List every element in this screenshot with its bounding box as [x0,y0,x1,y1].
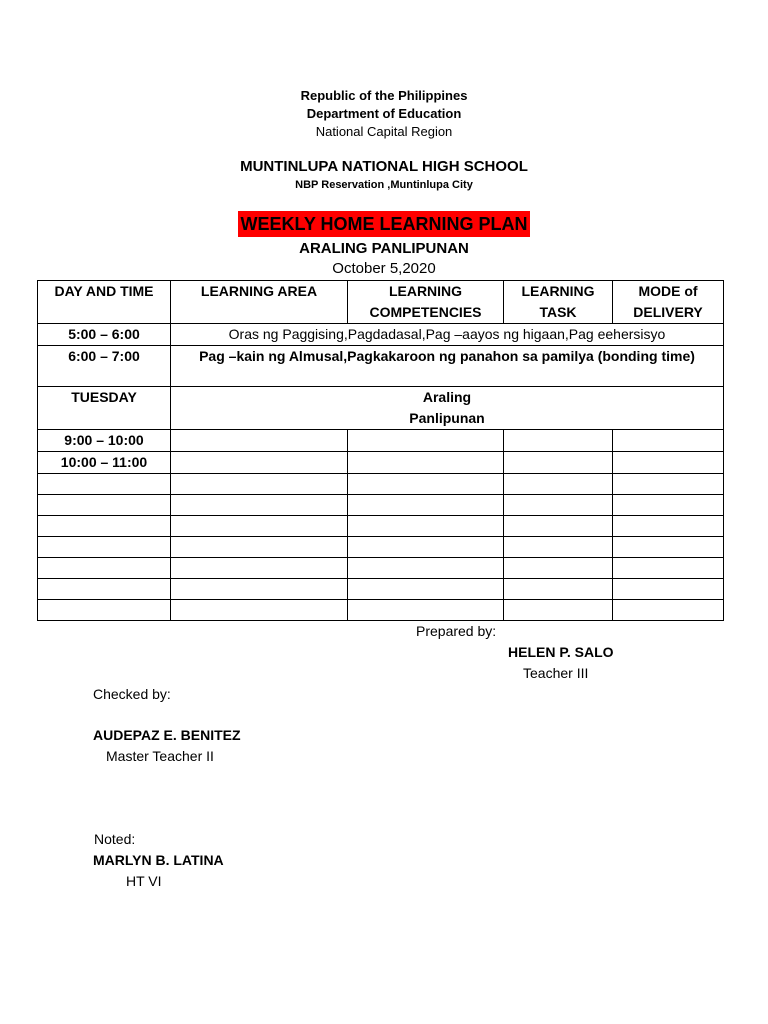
table-cell [613,495,724,516]
table-cell [613,474,724,495]
table-cell [348,474,504,495]
col-mode-of-delivery: MODE of DELIVERY [613,281,724,324]
table-cell [504,600,613,621]
table-cell [348,600,504,621]
table-cell [171,600,348,621]
table-row [38,579,724,600]
table-cell [171,430,348,452]
table-cell [171,516,348,537]
table-cell [38,558,171,579]
table-row [38,346,724,387]
row-day: TUESDAY [38,387,171,430]
table-cell [504,579,613,600]
table-cell [171,558,348,579]
learning-plan-table [37,280,724,621]
republic-line: Republic of the Philippines [300,88,468,103]
col-learning-task: LEARNING TASK [504,281,613,324]
table-row [38,387,724,430]
table-cell [613,558,724,579]
table-cell [348,537,504,558]
table-cell [348,516,504,537]
table-cell [348,452,504,474]
table-cell [613,516,724,537]
table-cell [38,600,171,621]
table-cell [613,452,724,474]
checked-by-name: AUDEPAZ E. BENITEZ [93,727,241,743]
row-subject-text: Araling Panlipunan [409,389,485,426]
col-day-time: DAY AND TIME [38,281,171,324]
table-cell [504,558,613,579]
table-cell [613,430,724,452]
checked-by-position: Master Teacher II [106,748,214,764]
region-line: National Capital Region [315,124,453,139]
table-cell [171,452,348,474]
row-activity: Oras ng Paggising,Pagdadasal,Pag –aayos ng higaan,Pag eehersisyo [171,324,724,346]
row-subject [171,387,724,430]
table-cell [171,537,348,558]
row-time: 9:00 – 10:00 [38,430,171,452]
table-cell [171,495,348,516]
col-learning-competencies: LEARNING COMPETENCIES [348,281,504,324]
table-row [38,474,724,495]
table-header-row [38,281,724,324]
table-row [38,537,724,558]
subject-title: ARALING PANLIPUNAN [299,240,469,257]
table-row [38,430,724,452]
table-cell [504,516,613,537]
table-cell [613,600,724,621]
school-name: MUNTINLUPA NATIONAL HIGH SCHOOL [240,158,528,175]
checked-by-label: Checked by: [93,686,171,702]
plan-title: WEEKLY HOME LEARNING PLAN [238,211,529,237]
prepared-by-name: HELEN P. SALO [508,644,614,660]
table-row [38,324,724,346]
table-row [38,600,724,621]
plan-date: October 5,2020 [332,260,436,277]
table-cell [613,537,724,558]
table-cell [38,516,171,537]
table-cell [171,474,348,495]
noted-by-position: HT VI [126,873,162,889]
table-cell [613,579,724,600]
table-cell [38,474,171,495]
row-time: 10:00 – 11:00 [38,452,171,474]
table-cell [348,579,504,600]
noted-by-label: Noted: [94,831,136,847]
table-cell [504,430,613,452]
table-cell [38,495,171,516]
col-learning-area: LEARNING AREA [171,281,348,324]
table-cell [348,558,504,579]
row-activity: Pag –kain ng Almusal,Pagkakaroon ng panahon sa pamilya (bonding time) [171,346,724,387]
row-time: 5:00 – 6:00 [38,324,171,346]
row-time: 6:00 – 7:00 [38,346,171,387]
school-address: NBP Reservation ,Muntinlupa City [295,179,473,191]
department-line: Department of Education [306,106,462,121]
table-cell [38,537,171,558]
table-cell [38,579,171,600]
table-row [38,558,724,579]
table-cell [504,474,613,495]
table-row [38,452,724,474]
prepared-by-label: Prepared by: [416,623,497,639]
table-cell [504,537,613,558]
table-cell [348,495,504,516]
table-row [38,495,724,516]
plan-title-wrapper [0,211,768,237]
table-cell [171,579,348,600]
table-cell [348,430,504,452]
noted-by-name: MARLYN B. LATINA [93,852,224,868]
table-cell [504,452,613,474]
prepared-by-position: Teacher III [523,665,589,681]
table-cell [504,495,613,516]
table-row [38,516,724,537]
